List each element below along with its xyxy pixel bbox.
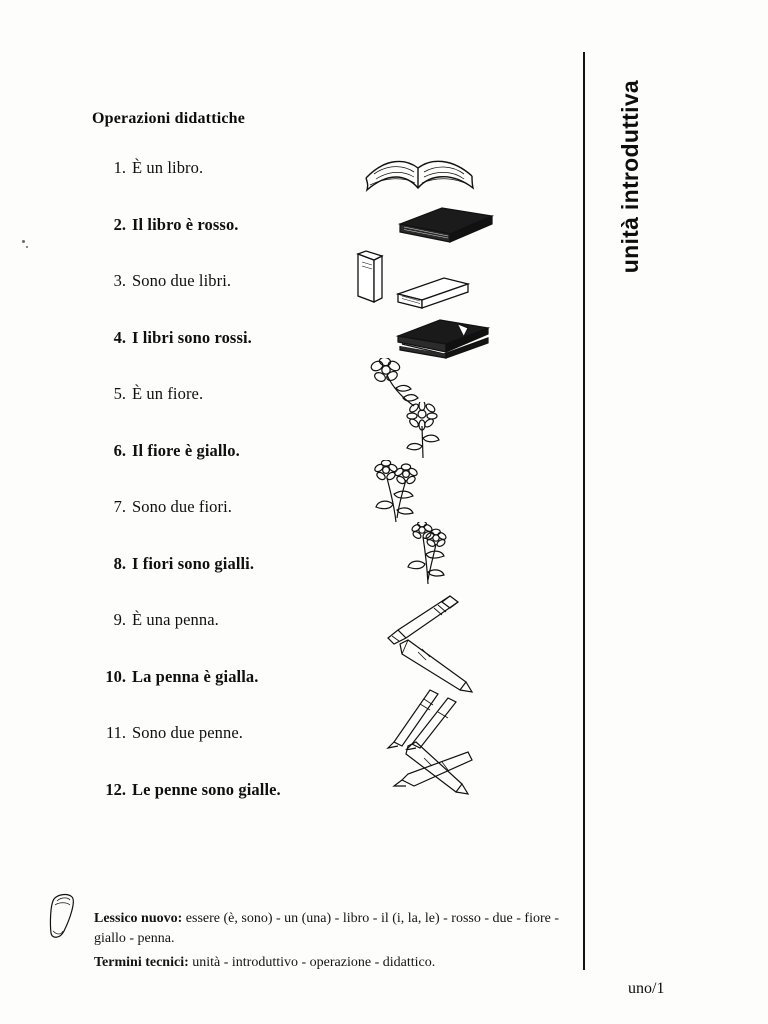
item-number: 6. bbox=[113, 440, 126, 460]
item-text: La penna è gialla. bbox=[132, 666, 259, 686]
item-text: Il fiore è giallo. bbox=[132, 440, 240, 460]
item-number: 4. bbox=[113, 327, 126, 347]
eraser-icon bbox=[48, 891, 94, 943]
page-title: Operazioni didattiche bbox=[92, 110, 246, 127]
terms-label: Termini tecnici: bbox=[94, 955, 189, 970]
item-text: Sono due fiori. bbox=[132, 497, 233, 516]
lexicon-label: Lessico nuovo: bbox=[94, 911, 183, 926]
item-number: 10. bbox=[105, 666, 126, 686]
item-number: 7. bbox=[113, 497, 126, 516]
lexicon-text: essere (è, sono) - un (una) - libro - il (i, la, le) - rosso - due - fiore - giallo - penna. bbox=[94, 911, 559, 946]
two-books-icon bbox=[340, 250, 470, 308]
item-text: È un libro. bbox=[132, 158, 204, 177]
item-text: I fiori sono gialli. bbox=[132, 553, 255, 573]
item-number: 2. bbox=[113, 214, 126, 234]
daisy-icon bbox=[392, 402, 522, 460]
item-text: È un fiore. bbox=[132, 384, 204, 403]
item-number: 8. bbox=[113, 553, 126, 573]
flower-bunch-icon bbox=[392, 522, 522, 580]
item-text: I libri sono rossi. bbox=[132, 327, 252, 347]
vocabulary-text bbox=[94, 909, 574, 973]
item-text: È una penna. bbox=[132, 610, 219, 629]
speck-mark bbox=[26, 246, 28, 248]
unit-tab-label: unità introduttiva bbox=[616, 80, 643, 274]
open-book-icon bbox=[360, 148, 490, 206]
two-pens-icon bbox=[374, 688, 504, 746]
terms-text: unità - introduttivo - operazione - didattico. bbox=[188, 955, 436, 970]
unit-tab bbox=[600, 80, 660, 340]
page-number: uno/1 bbox=[628, 980, 665, 997]
item-number: 1. bbox=[113, 158, 126, 177]
item-text: Sono due libri. bbox=[132, 271, 232, 290]
item-number: 3. bbox=[113, 271, 126, 290]
two-flowers-icon bbox=[360, 460, 490, 518]
item-text: Sono due penne. bbox=[132, 723, 244, 742]
item-number: 11. bbox=[105, 723, 126, 742]
item-text: Il libro è rosso. bbox=[132, 214, 239, 234]
illustration-column bbox=[330, 140, 560, 800]
speck-mark bbox=[22, 240, 25, 243]
item-number: 9. bbox=[113, 610, 126, 629]
crossed-pens-icon bbox=[390, 740, 520, 798]
item-number: 12. bbox=[105, 779, 126, 799]
item-number: 5. bbox=[113, 384, 126, 403]
item-text: Le penne sono gialle. bbox=[132, 779, 281, 799]
vertical-rule bbox=[583, 52, 585, 970]
